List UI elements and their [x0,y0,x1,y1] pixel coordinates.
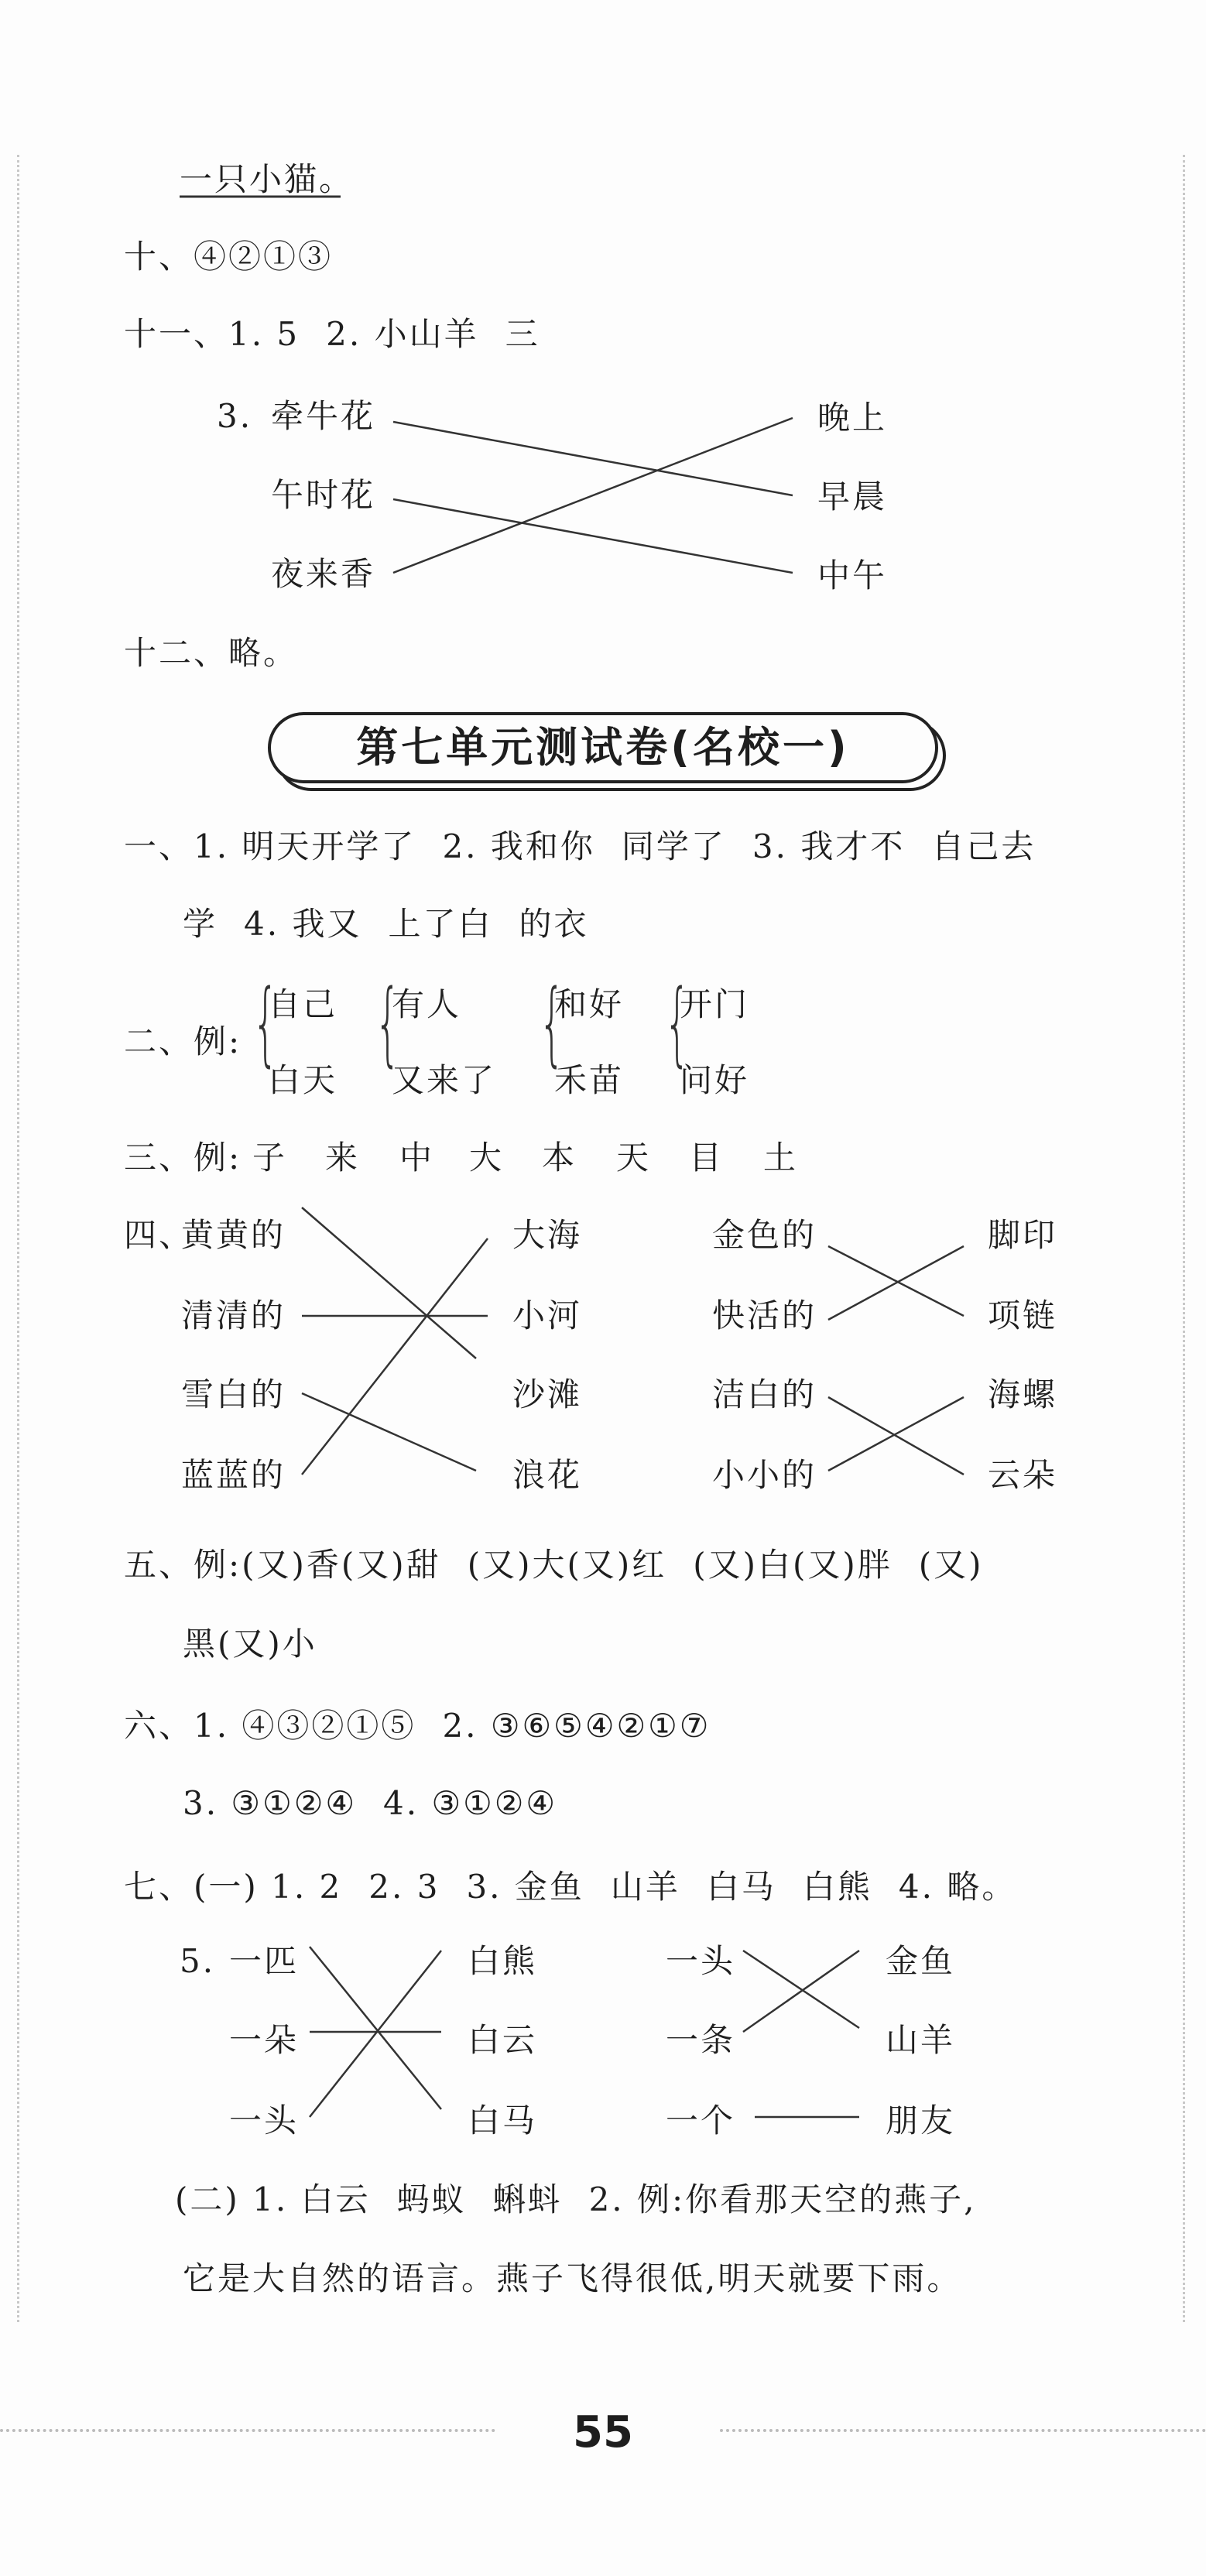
brace: { [252,969,279,1076]
q11-left-item: 夜来香 [271,555,376,593]
match-line [310,1951,441,2117]
q3-char: 本 [542,1139,577,1177]
q4-left-item: 金色的 [712,1216,817,1254]
question-1-line1: 一、1. 明天开学了 2. 我和你 同学了 3. 我才不 自己去 [124,827,1036,865]
match-line [393,418,793,573]
question-3-label: 三、例: [124,1139,242,1177]
q2-word: 问好 [680,1061,750,1099]
q7-left-item: 一头 [229,2102,300,2139]
q7-right-item: 金鱼 [886,1942,956,1980]
brace: { [539,969,565,1076]
question-5-line2: 黑(又)小 [183,1625,317,1663]
q7-right-item: 朋友 [886,2102,956,2139]
q4-right-item: 项链 [988,1297,1058,1334]
underlined-answer: 一只小猫 [180,160,320,198]
q4-left-item: 小小的 [712,1456,817,1494]
q2-word: 又来了 [392,1061,497,1099]
q3-char: 目 [689,1139,725,1177]
q4-left-item: 快活的 [712,1297,817,1334]
q4-right-item: 小河 [512,1297,583,1334]
q7-right-item: 白云 [468,2021,538,2059]
q7-left-item: 一头 [666,1942,736,1980]
q4-left-item: 黄黄的 [181,1216,286,1254]
question-2-label: 二、例: [124,1023,242,1060]
q11-right-item: 中午 [817,557,888,594]
brace: { [664,969,690,1076]
q3-char: 中 [399,1139,435,1177]
q7-left-item: 一匹 [229,1942,300,1980]
q3-char: 天 [616,1139,652,1177]
match-line [302,1393,476,1471]
brace: { [375,969,401,1076]
question-1-line2: 学 4. 我又 上了白 的衣 [183,905,589,943]
section-title: 第七单元测试卷(名校一) [356,723,850,772]
question-10: 十、④②①③ [124,238,334,276]
match-line [393,499,793,573]
q4-right-item: 浪花 [512,1456,583,1494]
q2-word: 白天 [268,1061,338,1099]
q11-right-item: 早晨 [817,478,888,516]
question-7-part2-line2: 它是大自然的语言。燕子飞得很低,明天就要下雨。 [183,2259,962,2297]
q3-char: 土 [763,1139,799,1177]
question-4-label: 四、 [124,1216,194,1254]
q4-left-item: 清清的 [181,1297,286,1334]
q3-char: 来 [325,1139,361,1177]
q3-char: 大 [469,1139,505,1177]
match-line [393,422,793,495]
q7-right-item: 白马 [468,2102,538,2139]
question-5-line1: 五、例:(又)香(又)甜 (又)大(又)红 (又)白(又)胖 (又) [124,1546,984,1584]
q2-word: 有人 [392,985,462,1023]
q7-right-item: 山羊 [886,2021,956,2059]
q7-sub5-label: 5. [180,1942,216,1980]
q7-right-item: 白熊 [468,1942,538,1980]
q4-left-item: 雪白的 [181,1375,286,1413]
match-line [302,1208,476,1358]
q2-word: 自己 [268,985,338,1023]
q4-left-item: 洁白的 [712,1375,817,1413]
question-7-line1: 七、(一) 1. 2 2. 3 3. 金鱼 山羊 白马 白熊 4. 略。 [124,1868,1017,1906]
q2-word: 开门 [680,985,750,1023]
question-11: 十一、1. 5 2. 小山羊 三 [124,315,540,353]
q3-char: 子 [252,1139,288,1177]
q2-word: 禾苗 [554,1061,625,1099]
question-7-part2-line1: (二) 1. 白云 蚂蚁 蝌蚪 2. 例:你看那天空的燕子, [175,2180,977,2218]
q11-left-item: 牵牛花 [271,397,376,435]
q4-right-item: 沙滩 [512,1375,583,1413]
q7-left-item: 一朵 [229,2021,300,2059]
question-6-line2: 3. ③①②④ 4. ③①②④ [183,1784,558,1822]
match-line [302,1238,488,1475]
q4-right-item: 大海 [512,1216,583,1254]
q4-left-item: 蓝蓝的 [181,1456,286,1494]
q2-word: 和好 [554,985,625,1023]
q4-right-item: 海螺 [988,1375,1058,1413]
q4-right-item: 脚印 [988,1216,1058,1254]
q4-right-item: 云朵 [988,1456,1058,1494]
question-12: 十二、略。 [124,634,299,672]
answer-line: 一只小猫。 [180,160,355,198]
question-6-line1: 六、1. ④③②①⑤ 2. ③⑥⑤④②①⑦ [124,1707,711,1745]
q11-right-item: 晚上 [817,399,888,437]
q11-left-item: 午时花 [271,476,376,514]
q7-left-item: 一个 [666,2102,736,2139]
q7-left-item: 一条 [666,2021,736,2059]
match-line [310,1947,441,2109]
q11-sub3-label: 3. [217,397,253,435]
page-number: 55 [573,2407,633,2458]
